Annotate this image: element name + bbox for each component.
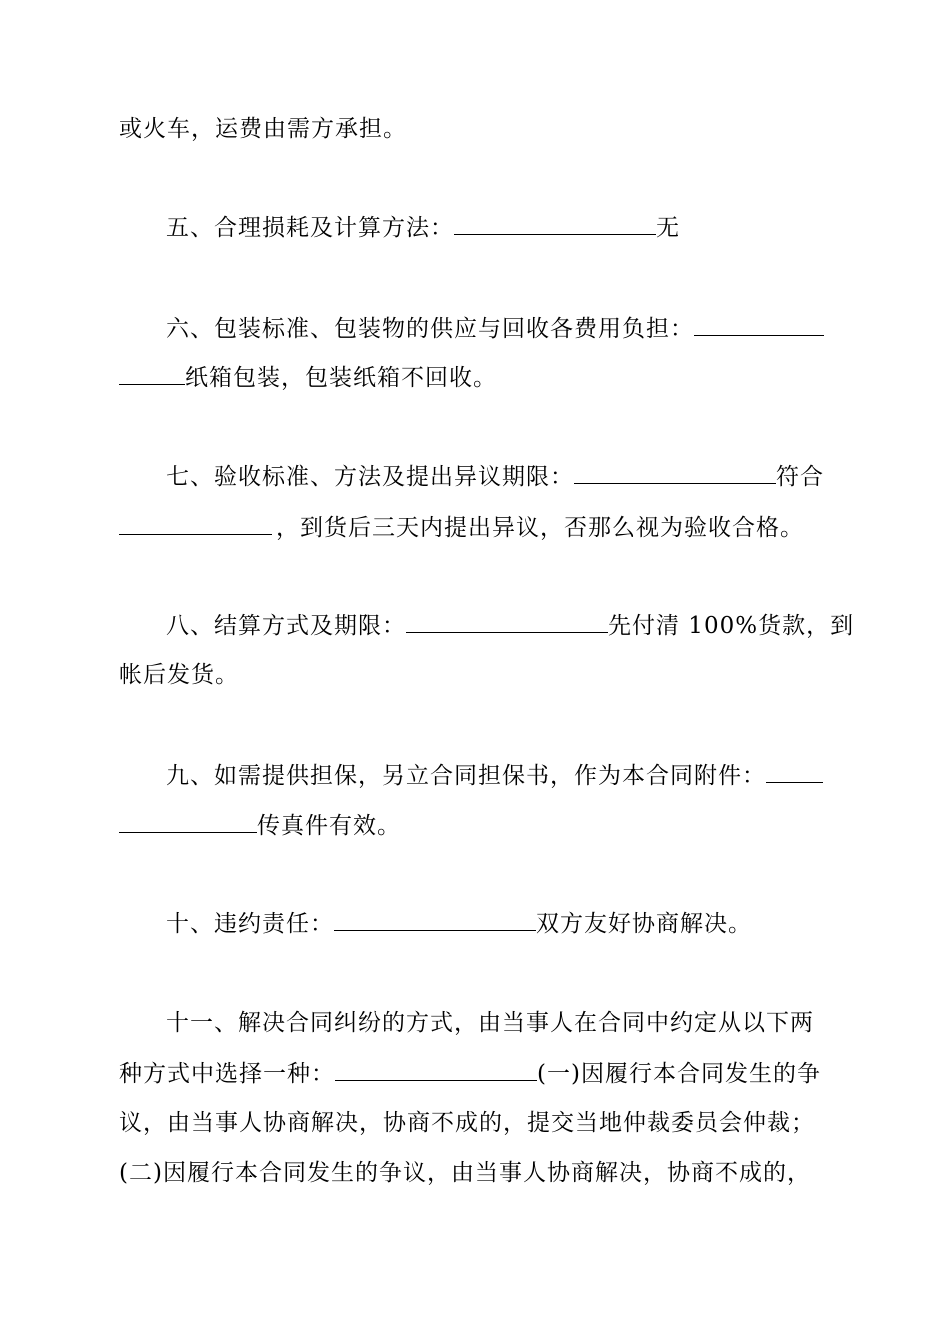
clause-10-value: 双方友好协商解决。: [536, 911, 752, 937]
clause-9-label: 九、如需提供担保，另立合同担保书，作为本合同附件：: [166, 763, 766, 789]
clause-6-line-1: [166, 311, 831, 345]
clause-8-line-1: [166, 608, 855, 642]
fill-in-blank: [694, 311, 824, 336]
clause-10-label: 十、违约责任：: [166, 911, 334, 937]
clause-11-text-3: 议，由当事人协商解决，协商不成的，提交当地仲裁委员会仲裁；: [119, 1110, 815, 1136]
clause-4-tail: [119, 112, 831, 146]
clause-10: [166, 906, 831, 940]
clause-5-label: 五、合理损耗及计算方法：: [166, 215, 454, 241]
clause-6-line-2: [119, 360, 831, 394]
fill-in-blank: [574, 459, 776, 484]
clause-6-label: 六、包装标准、包装物的供应与回收各费用负担：: [166, 316, 694, 342]
clause-9-line-2: [119, 808, 831, 842]
clause-7-line-2: [119, 510, 831, 544]
clause-5: [166, 210, 831, 244]
clause-8-line-2: [119, 658, 831, 692]
clause-11-line-3: [119, 1106, 831, 1140]
clause-9-line-1: [166, 758, 831, 792]
clause-11-text-1: 十一、解决合同纠纷的方式，由当事人在合同中约定从以下两: [166, 1010, 814, 1036]
clause-9-value: 传真件有效。: [257, 813, 401, 839]
clause-11-line-2: [119, 1056, 831, 1090]
fill-in-blank: [454, 210, 656, 235]
fill-in-blank: [119, 510, 272, 535]
clause-11-text-2b: (一)因履行本合同发生的争: [537, 1061, 821, 1087]
clause-7-value-1: 符合: [776, 464, 824, 490]
clause-11-line-4: [119, 1156, 831, 1190]
clause-11-text-4: (二)因履行本合同发生的争议，由当事人协商解决，协商不成的，: [119, 1160, 811, 1186]
fill-in-blank: [766, 758, 823, 783]
clause-7-value-2: ，到货后三天内提出异议，否那么视为验收合格。: [276, 515, 804, 541]
clause-7-line-1: [166, 459, 831, 493]
clause-8-label: 八、结算方式及期限：: [166, 613, 406, 639]
clause-7-label: 七、验收标准、方法及提出异议期限：: [166, 464, 574, 490]
fill-in-blank: [119, 808, 257, 833]
clause-5-value: 无: [656, 215, 680, 241]
clause-6-value: 纸箱包装，包装纸箱不回收。: [185, 365, 497, 391]
fill-in-blank: [335, 1056, 537, 1081]
clause-4-tail-text: 或火车，运费由需方承担。: [119, 116, 407, 142]
clause-11-line-1: [166, 1006, 831, 1040]
fill-in-blank: [119, 360, 185, 385]
fill-in-blank: [334, 906, 536, 931]
clause-8-value-2: 帐后发货。: [119, 662, 239, 688]
fill-in-blank: [406, 608, 608, 633]
clause-11-text-2a: 种方式中选择一种：: [119, 1061, 335, 1087]
clause-8-value-1: 先付清 100%货款，到: [608, 613, 855, 639]
